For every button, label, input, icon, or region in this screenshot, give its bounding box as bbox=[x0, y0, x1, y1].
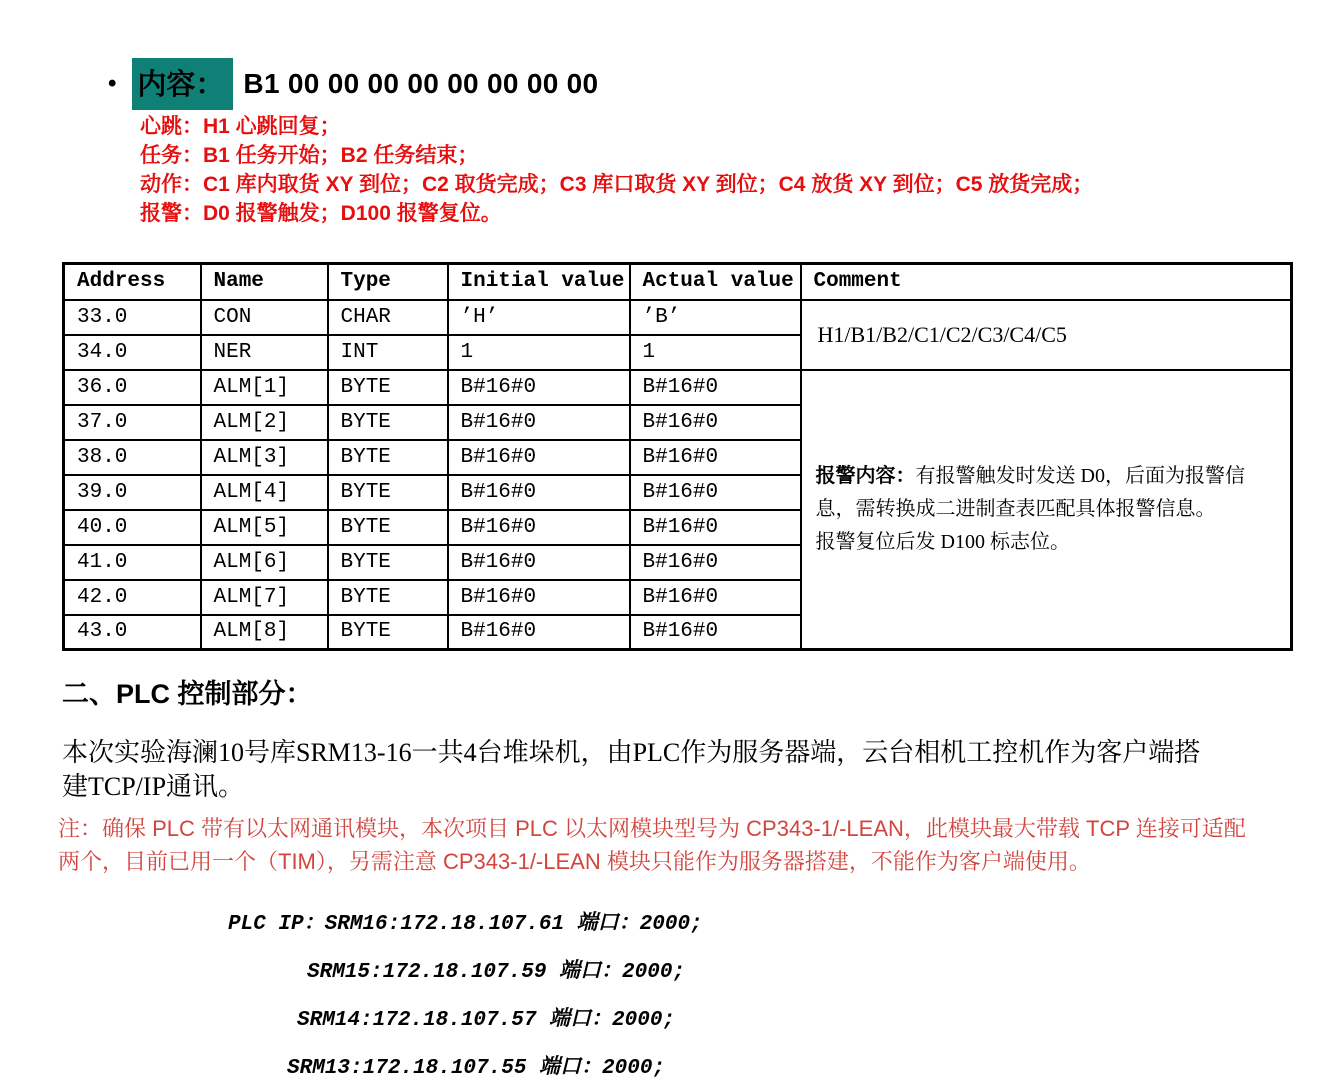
cell-type: BYTE bbox=[328, 615, 448, 650]
heartbeat-line: 心跳：H1 心跳回复； bbox=[140, 115, 341, 138]
red-legend-block bbox=[140, 112, 1093, 228]
cell-name: ALM[2] bbox=[201, 405, 328, 440]
plc-variable-table bbox=[62, 262, 1293, 651]
cell-type: BYTE bbox=[328, 405, 448, 440]
cell-address: 41.0 bbox=[64, 545, 201, 580]
cell-actual: B#16#0 bbox=[630, 615, 801, 650]
plc-ip-line-srm15: SRM15:172.18.107.59 端口：2000; bbox=[307, 961, 686, 984]
alarm-line: 报警：D0 报警触发；D100 报警复位。 bbox=[140, 202, 502, 225]
cell-name: NER bbox=[201, 335, 328, 370]
cell-actual: 1 bbox=[630, 335, 801, 370]
cell-name: ALM[5] bbox=[201, 510, 328, 545]
cell-initial: B#16#0 bbox=[448, 475, 630, 510]
cell-address: 42.0 bbox=[64, 580, 201, 615]
task-line: 任务：B1 任务开始；B2 任务结束； bbox=[140, 144, 479, 167]
bullet-dot: • bbox=[108, 70, 117, 97]
cell-name: ALM[4] bbox=[201, 475, 328, 510]
cell-initial: 1 bbox=[448, 335, 630, 370]
cell-type: BYTE bbox=[328, 475, 448, 510]
cell-name: ALM[3] bbox=[201, 440, 328, 475]
cell-address: 40.0 bbox=[64, 510, 201, 545]
action-line: 动作：C1 库内取货 XY 到位；C2 取货完成；C3 库口取货 XY 到位；C4 放货 XY 到位；C5 放货完成； bbox=[140, 173, 1094, 196]
table-header-row bbox=[64, 264, 1292, 300]
col-header-comment: Comment bbox=[801, 264, 1292, 300]
cell-actual: B#16#0 bbox=[630, 510, 801, 545]
cell-name: ALM[7] bbox=[201, 580, 328, 615]
bullet-item bbox=[108, 58, 598, 110]
comment-alarm-text: 有报警触发时发送 D0，后面为报警信息，需转换成二进制查表匹配具体报警信息。 bbox=[815, 464, 1245, 520]
body-paragraph: 本次实验海澜10号库SRM13-16一共4台堆垛机，由PLC作为服务器端，云台相机工控机作为客户端搭建TCP/IP通讯。 bbox=[62, 738, 1201, 801]
cell-address: 43.0 bbox=[64, 615, 201, 650]
cell-address: 36.0 bbox=[64, 370, 201, 405]
col-header-type: Type bbox=[328, 264, 448, 300]
cell-type: BYTE bbox=[328, 580, 448, 615]
cell-address: 39.0 bbox=[64, 475, 201, 510]
cell-address: 38.0 bbox=[64, 440, 201, 475]
col-header-address: Address bbox=[64, 264, 201, 300]
cell-initial: B#16#0 bbox=[448, 615, 630, 650]
cell-initial: ’H’ bbox=[448, 300, 630, 335]
content-label-highlight: 内容： bbox=[132, 58, 233, 110]
cell-actual: B#16#0 bbox=[630, 440, 801, 475]
cell-actual: B#16#0 bbox=[630, 580, 801, 615]
cell-type: BYTE bbox=[328, 370, 448, 405]
cell-name: ALM[1] bbox=[201, 370, 328, 405]
cell-address: 37.0 bbox=[64, 405, 201, 440]
table-row-alm1 bbox=[64, 370, 1292, 405]
cell-actual: B#16#0 bbox=[630, 475, 801, 510]
cell-initial: B#16#0 bbox=[448, 370, 630, 405]
cell-initial: B#16#0 bbox=[448, 545, 630, 580]
note-line-2: 两个，目前已用一个（TIM），另需注意 CP343-1/-LEAN 模块只能作为服务器搭建，不能作为客户端使用。 bbox=[58, 849, 1091, 874]
cell-actual: ’B’ bbox=[630, 300, 801, 335]
cell-initial: B#16#0 bbox=[448, 405, 630, 440]
col-header-initial-value: Initial value bbox=[448, 264, 630, 300]
cell-type: CHAR bbox=[328, 300, 448, 335]
col-header-actual-value: Actual value bbox=[630, 264, 801, 300]
plc-ip-line-srm14: SRM14:172.18.107.57 端口：2000; bbox=[297, 1009, 676, 1032]
note-block bbox=[58, 812, 1328, 878]
cell-name: CON bbox=[201, 300, 328, 335]
table-row-con bbox=[64, 300, 1292, 335]
col-header-name: Name bbox=[201, 264, 328, 300]
comment-alarm-cell bbox=[801, 370, 1292, 650]
content-value: B1 00 00 00 00 00 00 00 00 bbox=[243, 68, 599, 99]
plc-ip-line-srm16: PLC IP：SRM16:172.18.107.61 端口：2000; bbox=[228, 913, 703, 936]
plc-ip-line-srm13: SRM13:172.18.107.55 端口：2000; bbox=[287, 1057, 666, 1080]
cell-initial: B#16#0 bbox=[448, 510, 630, 545]
cell-type: BYTE bbox=[328, 545, 448, 580]
cell-type: BYTE bbox=[328, 440, 448, 475]
comment-alarm-bold-label: 报警内容： bbox=[815, 464, 916, 487]
cell-actual: B#16#0 bbox=[630, 405, 801, 440]
section-heading: 二、PLC 控制部分： bbox=[62, 679, 313, 709]
comment-alarm-text2: 报警复位后发 D100 标志位。 bbox=[815, 530, 1070, 553]
cell-name: ALM[8] bbox=[201, 615, 328, 650]
cell-type: INT bbox=[328, 335, 448, 370]
cell-name: ALM[6] bbox=[201, 545, 328, 580]
cell-initial: B#16#0 bbox=[448, 440, 630, 475]
cell-address: 33.0 bbox=[64, 300, 201, 335]
cell-actual: B#16#0 bbox=[630, 370, 801, 405]
comment-con-ner-cell: H1/B1/B2/C1/C2/C3/C4/C5 bbox=[801, 300, 1292, 370]
cell-type: BYTE bbox=[328, 510, 448, 545]
cell-actual: B#16#0 bbox=[630, 545, 801, 580]
cell-address: 34.0 bbox=[64, 335, 201, 370]
cell-initial: B#16#0 bbox=[448, 580, 630, 615]
note-line-1: 注：确保 PLC 带有以太网通讯模块，本次项目 PLC 以太网模块型号为 CP343-1/-LEAN，此模块最大带载 TCP 连接可适配 bbox=[58, 816, 1246, 841]
